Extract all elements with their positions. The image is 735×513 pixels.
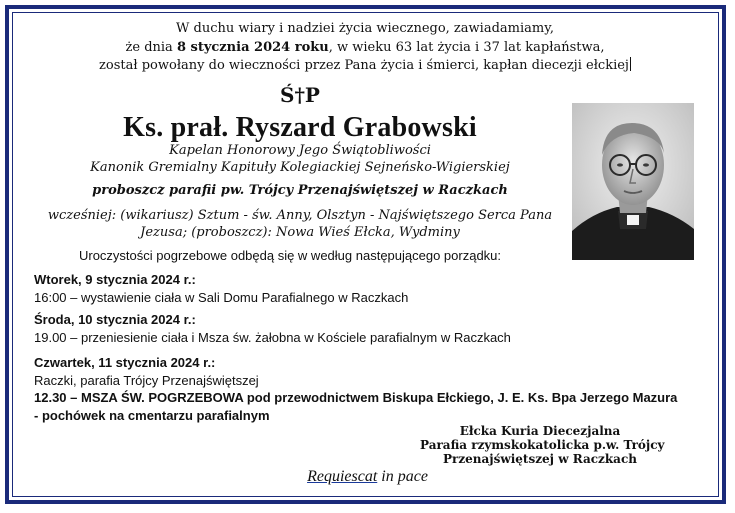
- earlier-line-1: wcześniej: (wikariusz) Sztum - św. Anny, Olsztyn - Najświętszego Serca Pana: [47, 208, 553, 223]
- signature-line-2: Parafia rzymskokatolicka p.w. Trójcy: [420, 438, 665, 452]
- death-date: 8 stycznia 2024 roku: [176, 40, 329, 55]
- day3-heading: Czwartek, 11 stycznia 2024 r.:: [34, 355, 216, 370]
- intro-line-3-text: został powołany do wieczności przez Pana życia i śmierci, kapłan diecezji ełckiej: [99, 58, 629, 73]
- memorial-symbol: Ś†P: [280, 83, 320, 107]
- intro-line-2: [40, 39, 690, 56]
- day3-place: Raczki, parafia Trójcy Przenajświętszej: [34, 373, 259, 388]
- closing-rest: in pace: [377, 468, 428, 485]
- title-line-2: Kanonik Gremialny Kapituły Kolegiackiej Sejneńsko-Wigierskiej: [90, 160, 510, 175]
- signature-line-3: Przenajświętszej w Raczkach: [443, 452, 637, 466]
- closing-phrase: [0, 468, 735, 486]
- closing-underlined: Requiescat: [307, 468, 378, 485]
- earlier-line-2: Jezusa; (proboszcz): Nowa Wieś Ełcka, Wydminy: [140, 225, 460, 240]
- day2-text: 19.00 – przeniesienie ciała i Msza św. żałobna w Kościele parafialnym w Raczkach: [34, 330, 511, 345]
- deceased-name: Ks. prał. Ryszard Grabowski: [123, 112, 477, 143]
- day3-burial: - pochówek na cmentarzu parafialnym: [34, 408, 270, 423]
- day3-mass: 12.30 – MSZA ŚW. POGRZEBOWA pod przewodnictwem Biskupa Ełckiego, J. E. Ks. Bpa Jerzego Mazura: [34, 390, 678, 405]
- intro-line-3: [40, 57, 690, 74]
- title-line-1: Kapelan Honorowy Jego Świątobliwości: [169, 143, 431, 158]
- portrait-photo: [572, 103, 694, 260]
- signature-line-1: Ełcka Kuria Diecezjalna: [459, 424, 621, 438]
- day1-heading: Wtorek, 9 stycznia 2024 r.:: [34, 272, 196, 287]
- parish-line: proboszcz parafii pw. Trójcy Przenajświętszej w Raczkach: [92, 183, 508, 198]
- text-cursor: [630, 57, 631, 71]
- intro-line-2-pre: że dnia: [125, 40, 177, 55]
- intro-line-2-post: , w wieku 63 lat życia i 37 lat kapłaństwa,: [328, 40, 605, 55]
- day2-heading: Środa, 10 stycznia 2024 r.:: [34, 312, 196, 327]
- day1-text: 16:00 – wystawienie ciała w Sali Domu Parafialnego w Raczkach: [34, 290, 409, 305]
- intro-line-1: W duchu wiary i nadziei życia wiecznego, zawiadamiamy,: [176, 21, 554, 36]
- order-intro: Uroczystości pogrzebowe odbędą się w według następującego porządku:: [78, 248, 502, 263]
